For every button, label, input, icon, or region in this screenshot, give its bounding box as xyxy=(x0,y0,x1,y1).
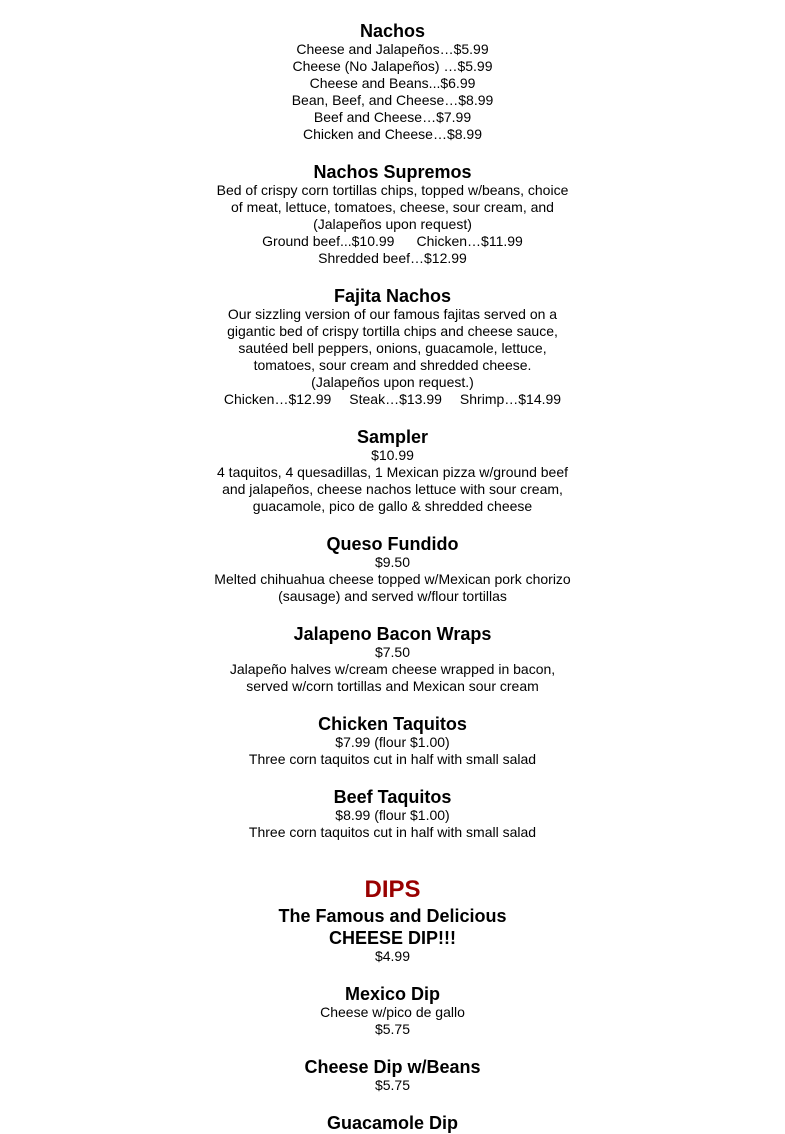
price-shredded-beef: Shredded beef…$12.99 xyxy=(318,250,467,266)
fajita-nachos-title: Fajita Nachos xyxy=(333,286,452,306)
price-chicken: Chicken…$11.99 xyxy=(416,233,523,249)
price-steak: Steak…$13.99 xyxy=(349,391,442,407)
cheese-dip-beans-price: $5.75 xyxy=(374,1077,411,1093)
mexico-dip-title: Mexico Dip xyxy=(344,984,441,1004)
nachos-item: Cheese and Jalapeños…$5.99 xyxy=(296,41,489,57)
price-ground-beef: Ground beef...$10.99 xyxy=(262,233,395,249)
nachos-supremos-prices xyxy=(0,233,785,250)
fajita-nachos-desc: gigantic bed of crispy tortilla chips and cheese sauce, xyxy=(227,323,558,339)
beef-taquitos-price: $8.99 (flour $1.00) xyxy=(335,807,450,823)
mexico-dip-price: $5.75 xyxy=(374,1021,411,1037)
queso-fundido-desc: (sausage) and served w/flour tortillas xyxy=(278,588,507,604)
beef-taquitos-title: Beef Taquitos xyxy=(333,787,452,807)
nachos-title: Nachos xyxy=(359,21,426,41)
nachos-item: Cheese (No Jalapeños) …$5.99 xyxy=(292,58,493,74)
price-chicken: Chicken…$12.99 xyxy=(223,391,332,407)
sampler-price: $10.99 xyxy=(371,447,414,463)
cheese-dip-title: The Famous and Delicious xyxy=(278,906,507,926)
cheese-dip-beans-title: Cheese Dip w/Beans xyxy=(304,1057,481,1077)
cheese-dip-price: $4.99 xyxy=(374,948,411,964)
price-shrimp: Shrimp…$14.99 xyxy=(459,391,562,407)
fajita-nachos-desc: Our sizzling version of our famous fajitas served on a xyxy=(227,306,558,322)
nachos-item: Beef and Cheese…$7.99 xyxy=(313,109,472,125)
fajita-nachos-desc: tomatoes, sour cream and shredded cheese. xyxy=(253,357,532,373)
chicken-taquitos-price: $7.99 (flour $1.00) xyxy=(335,734,450,750)
sampler-title: Sampler xyxy=(356,427,429,447)
sampler-desc: 4 taquitos, 4 quesadillas, 1 Mexican pizza w/ground beef xyxy=(217,464,568,480)
chicken-taquitos-title: Chicken Taquitos xyxy=(318,714,467,734)
beef-taquitos-desc: Three corn taquitos cut in half with small salad xyxy=(248,824,537,840)
queso-fundido-title: Queso Fundido xyxy=(326,534,459,554)
nachos-item: Bean, Beef, and Cheese…$8.99 xyxy=(291,92,494,108)
mexico-dip-desc: Cheese w/pico de gallo xyxy=(320,1004,465,1020)
nachos-supremos-desc: (Jalapeños upon request) xyxy=(313,216,472,232)
nachos-supremos-desc: Bed of crispy corn tortillas chips, topped w/beans, choice xyxy=(216,182,569,198)
jalapeno-bacon-wraps-desc: Jalapeño halves w/cream cheese wrapped in bacon, xyxy=(229,661,556,677)
queso-fundido-desc: Melted chihuahua cheese topped w/Mexican pork chorizo xyxy=(214,571,571,587)
guacamole-dip-title: Guacamole Dip xyxy=(326,1113,459,1133)
fajita-nachos-desc: sautéed bell peppers, onions, guacamole, lettuce, xyxy=(238,340,547,356)
chicken-taquitos-desc: Three corn taquitos cut in half with small salad xyxy=(248,751,537,767)
fajita-nachos-desc: (Jalapeños upon request.) xyxy=(311,374,474,390)
sampler-desc: and jalapeños, cheese nachos lettuce with sour cream, xyxy=(222,481,563,497)
jalapeno-bacon-wraps-title: Jalapeno Bacon Wraps xyxy=(293,624,492,644)
nachos-item: Cheese and Beans...$6.99 xyxy=(309,75,476,91)
fajita-nachos-prices xyxy=(0,391,785,408)
dips-section-title: DIPS xyxy=(364,876,421,903)
nachos-supremos-title: Nachos Supremos xyxy=(313,162,472,182)
sampler-desc: guacamole, pico de gallo & shredded cheese xyxy=(252,498,533,514)
cheese-dip-title: CHEESE DIP!!! xyxy=(328,928,456,948)
nachos-item: Chicken and Cheese…$8.99 xyxy=(302,126,482,142)
queso-fundido-price: $9.50 xyxy=(374,554,411,570)
jalapeno-bacon-wraps-desc: served w/corn tortillas and Mexican sour cream xyxy=(246,678,539,694)
nachos-supremos-desc: of meat, lettuce, tomatoes, cheese, sour cream, and xyxy=(231,199,554,215)
jalapeno-bacon-wraps-price: $7.50 xyxy=(374,644,411,660)
